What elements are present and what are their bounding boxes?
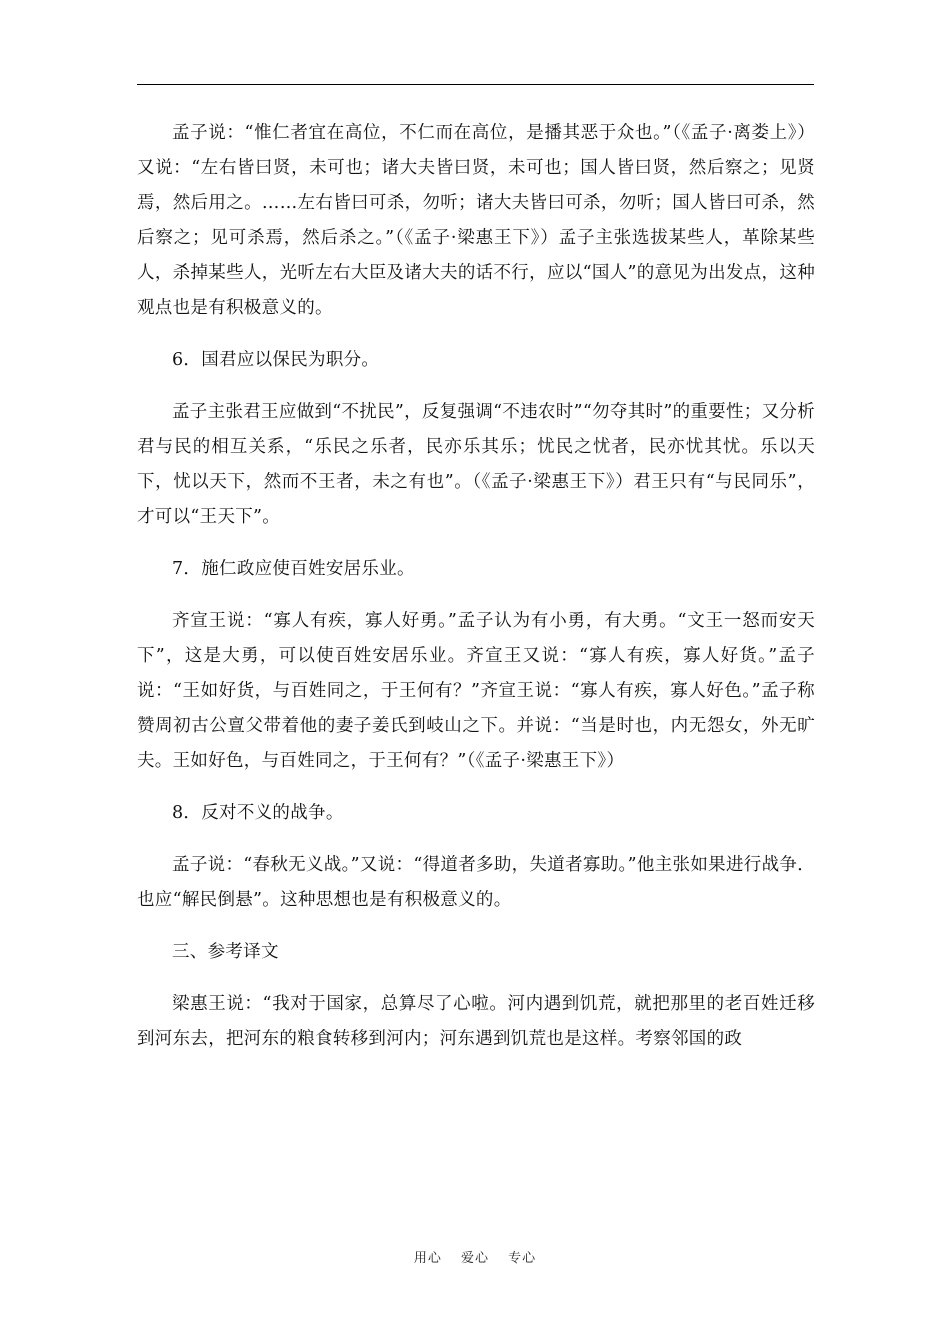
paragraph-translation-start: 梁惠王说：“我对于国家，总算尽了心啦。河内遇到饥荒，就把那里的老百姓迁移到河东去，把河东的粮食转移到河内；河东遇到饥荒也是这样。考察邻国的政 [137,994,815,1049]
heading-point-6: 6．国君应以保民为职分。 [172,350,380,370]
document-body [137,116,815,1057]
heading-point-7: 7．施仁政应使百姓安居乐业。 [172,559,415,579]
paragraph-mencius-on-officials: 孟子说：“惟仁者宜在高位，不仁而在高位，是播其恶于众也。”（《孟子·离娄上》）又说：“左右皆曰贤，未可也；诸大夫皆曰贤，未可也；国人皆曰贤，然后察之；见贤焉，然后用之。……左右皆曰可杀，勿听；诸大夫皆曰可杀，勿听；国人皆曰可杀，然后察之；见可杀焉，然后杀之。”（《孟子·梁惠王下》）孟子主张选拔某些人，革除某些人，杀掉某些人，光听左右大臣及诸大夫的话不行，应以“国人”的意见为出发点，这种观点也是有积极意义的。 [137,123,815,318]
heading-point-8: 8．反对不义的战争。 [172,803,344,823]
page-footer: 用心 爱心 专心 [413,1251,537,1266]
paragraph-against-unjust-war: 孟子说：“春秋无义战。”又说：“得道者多助，失道者寡助。”他主张如果进行战争．也应“解民倒悬”。这种思想也是有积极意义的。 [137,855,815,910]
header-rule [137,84,814,85]
paragraph-protect-people: 孟子主张君王应做到“不扰民”，反复强调“不违农时”“勿夺其时”的重要性；又分析君与民的相互关系，“乐民之乐者，民亦乐其乐；忧民之忧者，民亦忧其忧。乐以天下，忧以天下，然而不王者，未之有也”。（《孟子·梁惠王下》）君王只有“与民同乐”，才可以“王天下”。 [137,402,815,527]
section-heading-translation: 三、参考译文 [172,942,279,962]
paragraph-king-xuan-dialogue: 齐宣王说：“寡人有疾，寡人好勇。”孟子认为有小勇，有大勇。“文王一怒而安天下”，这是大勇，可以使百姓安居乐业。齐宣王又说：“寡人有疾，寡人好货。”孟子说：“王如好货，与百姓同之，于王何有？”齐宣王说：“寡人有疾，寡人好色。”孟子称赞周初古公亶父带着他的妻子姜氏到岐山之下。并说：“当是时也，内无怨女，外无旷夫。王如好色，与百姓同之，于王何有？”（《孟子·梁惠王下》） [137,611,815,771]
